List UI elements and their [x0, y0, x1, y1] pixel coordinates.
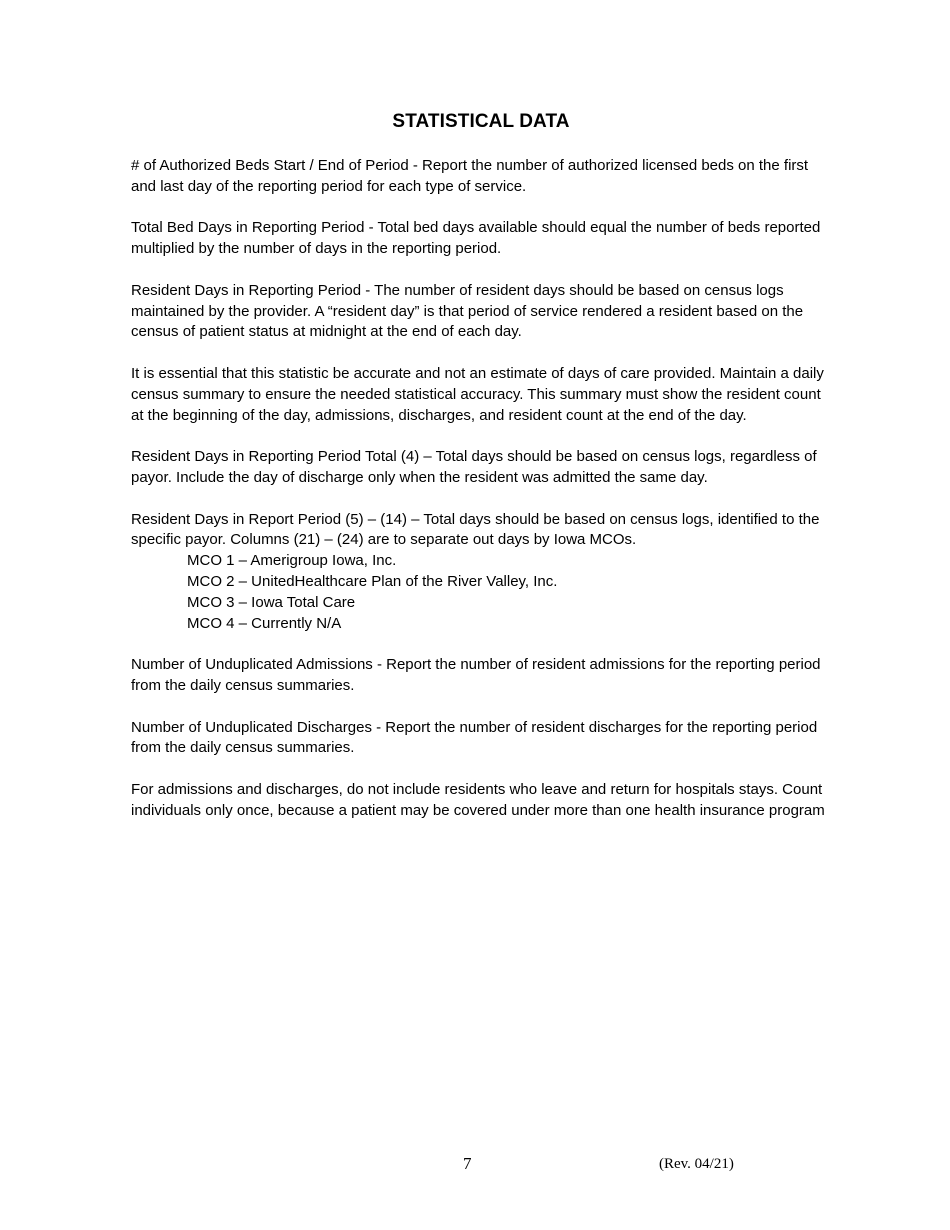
mco-list-item: MCO 2 – UnitedHealthcare Plan of the River Valley, Inc.: [187, 572, 558, 590]
paragraph-total-bed-days: Total Bed Days in Reporting Period - Total bed days available should equal the number of beds reported multiplied by the number of days in the reporting period.: [131, 219, 821, 258]
mco-list-item: MCO 3 – Iowa Total Care: [187, 593, 356, 611]
mco-list: [187, 551, 831, 634]
paragraph-admissions: Number of Unduplicated Admissions - Report the number of resident admissions for the reporting period from the daily census summaries.: [131, 656, 821, 694]
paragraph-resident-days: Resident Days in Reporting Period - The number of resident days should be based on census logs maintained by the provider. A “resident day” is that period of service rendered a resident based on the census of patient status at midnight at the end of each day.: [131, 281, 804, 341]
mco-list-item: MCO 1 – Amerigroup Iowa, Inc.: [187, 552, 397, 570]
paragraph-resident-days-total: Resident Days in Reporting Period Total (4) – Total days should be based on census logs, regardless of payor. Include the day of discharge only when the resident was admitted the same day.: [131, 448, 817, 486]
revision-label: (Rev. 04/21): [659, 1156, 734, 1172]
mco-list-item: MCO 4 – Currently N/A: [187, 614, 342, 632]
page-title: STATISTICAL DATA: [392, 111, 570, 132]
paragraph-admissions-discharges-note: For admissions and discharges, do not include residents who leave and return for hospitals stays. Count individuals only once, because a patient may be covered under more than one health insurance program: [131, 780, 825, 819]
document-body: [131, 156, 831, 842]
paragraph-authorized-beds: # of Authorized Beds Start / End of Period - Report the number of authorized licensed beds on the first and last day of the reporting period for each type of service.: [131, 157, 809, 195]
paragraph-resident-days-payor: Resident Days in Report Period (5) – (14) – Total days should be based on census logs, identified to the specific payor. Columns (21) – (24) are to separate out days by Iowa MCOs.: [131, 510, 820, 549]
page-number: 7: [463, 1154, 472, 1173]
paragraph-discharges: Number of Unduplicated Discharges - Report the number of resident discharges for the reporting period from the daily census summaries.: [131, 718, 818, 757]
paragraph-accuracy: It is essential that this statistic be accurate and not an estimate of days of care provided. Maintain a daily census summary to ensure the needed statistical accuracy. This summary must show the resident count at the beginning of the day, admissions, discharges, and resident count at the end of the day.: [131, 364, 824, 424]
